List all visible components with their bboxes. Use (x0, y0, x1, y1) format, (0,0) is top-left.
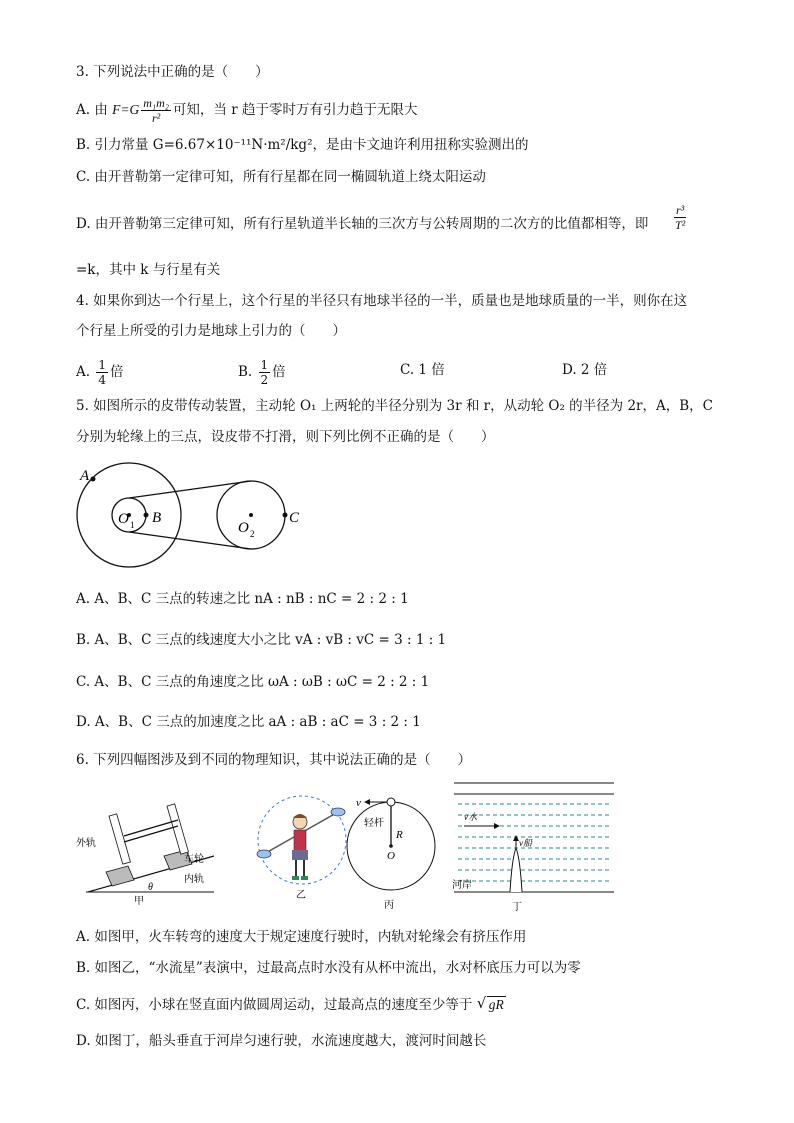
label-o2-sub: 2 (250, 529, 255, 539)
label-rod: 轻杆 (364, 818, 384, 829)
q5-option-c: C. A、B、C 三点的角速度之比 ωA : ωB : ωC = 2 : 2 : 1 (76, 674, 430, 690)
q4-stem-line2: 个行星上所受的引力是地球上引力的（ ） (76, 323, 346, 339)
label-r: R (396, 829, 403, 841)
label-wheel: 车轮 (184, 854, 204, 865)
figure-bing-rod (344, 796, 444, 911)
label-o1: O (118, 511, 129, 527)
label-inner-rail: 内轨 (184, 874, 204, 885)
label-a: A (80, 468, 90, 484)
label-v: v (356, 797, 361, 809)
caption-bing: 丙 (384, 900, 394, 911)
point-c (283, 513, 288, 518)
belt-top (129, 481, 251, 498)
label-o: O (387, 850, 395, 862)
point-b (144, 513, 149, 518)
q5-option-d: D. A、B、C 三点的加速度之比 aA : aB : aC = 3 : 2 : 1 (76, 714, 421, 730)
figure-jia-train (74, 800, 224, 907)
q4-stem-line1: 4. 如果你到达一个行星上，这个行星的半径只有地球半径的一半，质量也是地球质量的一半，则你在这 (76, 293, 688, 309)
caption-jia: 甲 (134, 896, 144, 907)
q3-stem: 3. 下列说法中正确的是（ ） (76, 64, 269, 80)
q6-option-a: A. 如图甲，火车转弯的速度大于规定速度行驶时，内轨对轮缘会有挤压作用 (76, 929, 527, 945)
label-c: C (289, 510, 300, 526)
belt-bottom (129, 532, 251, 549)
label-b: B (152, 510, 162, 526)
label-v-boat: v船 (519, 838, 532, 848)
q4-option-d: D. 2 倍 (562, 362, 608, 378)
q3-option-b: B. 引力常量 G=6.67×10⁻¹¹N·m²/kg²，是由卡文迪许利用扭称实验测出的 (76, 137, 529, 153)
q3-option-a: A. 由 F=G $\frac{\text{m₁m₂}}{\text{r²}}$ 可知，当 r 趋于零时万有引力趋于无限大 (76, 96, 418, 125)
label-o2: O (238, 520, 249, 536)
q4-option-b: B. $\frac{1}{2}$ 倍 (238, 358, 286, 387)
q5-option-b: B. A、B、C 三点的线速度大小之比 vA : vB : vC = 3 : 1 : 1 (76, 632, 447, 648)
sqrt-expression: √ gR (476, 994, 504, 1012)
point-a (91, 477, 96, 482)
label-theta: θ (148, 882, 153, 893)
q6-option-c: C. 如图丙，小球在竖直面内做圆周运动，过最高点的速度至少等于 √ gR (76, 994, 504, 1013)
q3-option-d-cont: =k，其中 k 与行星有关 (76, 262, 221, 278)
caption-ding: 丁 (512, 902, 522, 913)
q5-stem-line1: 5. 如图所示的皮带传动装置，主动轮 O₁ 上两轮的半径分别为 3r 和 r，从动轮 O₂ 的半径为 2r，A，B，C (76, 398, 713, 414)
label-bank: 河岸 (452, 880, 472, 891)
q3-option-c: C. 由开普勒第一定律可知，所有行星都在同一椭圆轨道上绕太阳运动 (76, 169, 486, 185)
q3-option-d: D. 由开普勒第三定律可知，所有行星轨道半长轴的三次方与公转周期的二次方的比值都相等，即 (76, 216, 649, 232)
q4-option-c: C. 1 倍 (400, 362, 445, 378)
figure-ding-river (452, 780, 616, 916)
q4-option-a: A. $\frac{1}{4}$ 倍 (76, 358, 124, 387)
q6-option-b: B. 如图乙，“水流星”表演中，过最高点时水没有从杯中流出，水对杯底压力可以为零 (76, 960, 581, 976)
figure-yi-water-meteor (254, 790, 350, 902)
q6-stem: 6. 下列四幅图涉及到不同的物理知识，其中说法正确的是（ ） (76, 752, 472, 768)
center-o2 (249, 513, 253, 517)
q5-stem-line2: 分别为轮缘上的三点，设皮带不打滑，则下列比例不正确的是（ ） (76, 429, 495, 445)
label-outer-rail: 外轨 (76, 838, 96, 849)
q5-option-a: A. A、B、C 三点的转速之比 nA : nB : nC = 2 : 2 : 1 (76, 591, 409, 607)
q3-a-fraction: $\frac{\text{m₁m₂}}{\text{r²}}$ (143, 96, 169, 125)
label-o1-sub: 1 (130, 520, 135, 530)
caption-yi: 乙 (296, 890, 306, 901)
q6-option-d: D. 如图丁，船头垂直于河岸匀速行驶，水流速度越大，渡河时间越长 (76, 1033, 487, 1049)
q3-d-fraction: $\frac{\text{r³}}{\text{T²}}$ (675, 203, 686, 232)
label-v-water: v水 (464, 812, 477, 822)
belt-drive-figure (74, 460, 314, 570)
